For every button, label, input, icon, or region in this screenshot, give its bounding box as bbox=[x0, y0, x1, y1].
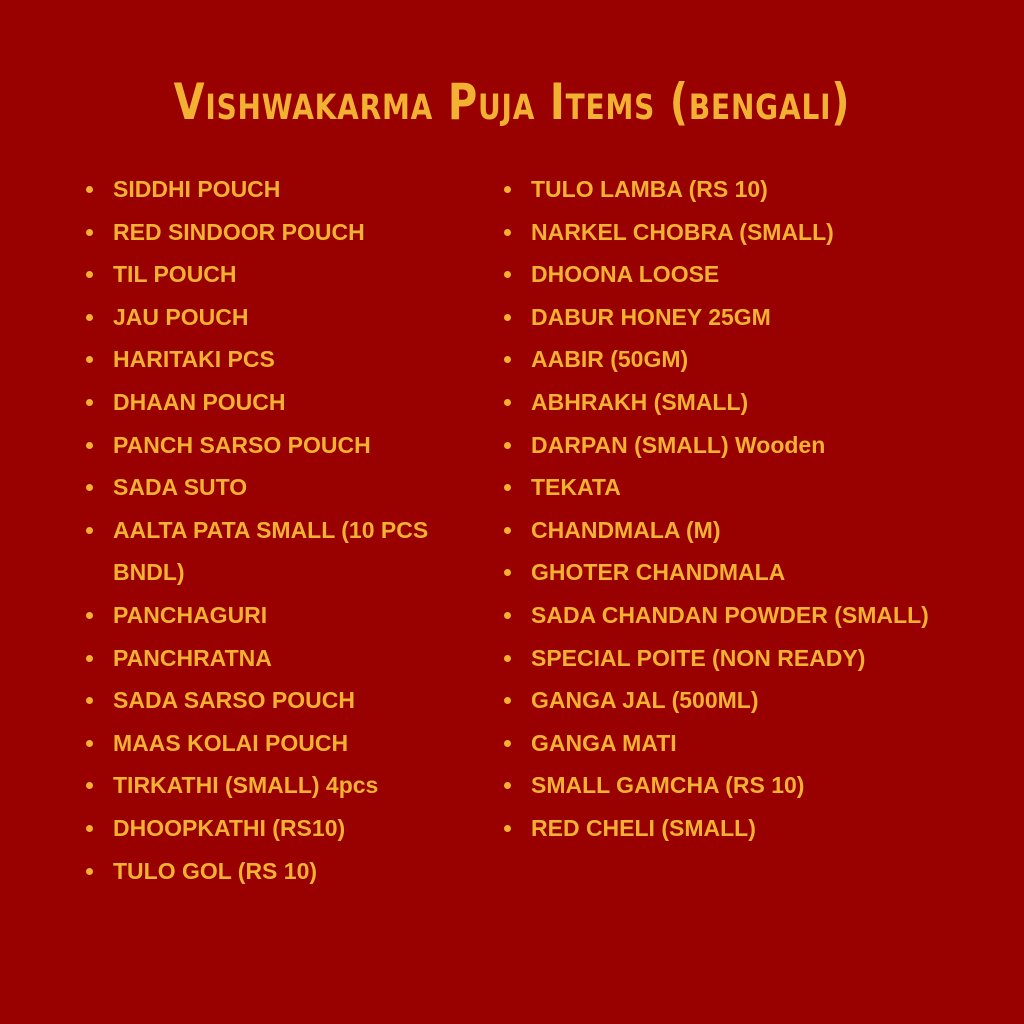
list-item bbox=[86, 637, 466, 680]
bullet-icon bbox=[504, 229, 511, 236]
bullet-icon bbox=[504, 527, 511, 534]
list-item bbox=[504, 551, 974, 594]
list-item bbox=[86, 466, 466, 509]
list-item bbox=[86, 211, 466, 254]
list-item bbox=[504, 594, 974, 637]
list-item bbox=[86, 594, 466, 637]
bullet-icon bbox=[504, 442, 511, 449]
list-item-label: TIRKATHI (SMALL) 4pcs bbox=[113, 772, 379, 799]
list-item-label: SADA CHANDAN POWDER (SMALL) bbox=[531, 601, 929, 628]
list-item bbox=[504, 637, 974, 680]
bullet-icon bbox=[86, 186, 93, 193]
list-item-label: PANCHAGURI bbox=[113, 601, 268, 628]
bullet-icon bbox=[86, 399, 93, 406]
bullet-icon bbox=[86, 442, 93, 449]
list-item-label: SADA SUTO bbox=[113, 474, 248, 501]
list-item bbox=[504, 722, 974, 765]
list-item bbox=[86, 764, 466, 807]
list-item-label: GHOTER CHANDMALA bbox=[531, 559, 786, 586]
list-item-label: TEKATA bbox=[531, 474, 621, 501]
list-item-label: SADA SARSO POUCH bbox=[113, 687, 355, 714]
bullet-icon bbox=[86, 314, 93, 321]
list-item-label: DHOONA LOOSE bbox=[531, 261, 720, 288]
list-item-label: HARITAKI PCS bbox=[113, 346, 275, 373]
item-list-right bbox=[504, 168, 974, 850]
bullet-icon bbox=[86, 782, 93, 789]
bullet-icon bbox=[504, 782, 511, 789]
page-title-text: Vishwakarma Puja Items (bengali) bbox=[173, 73, 851, 131]
list-item bbox=[504, 764, 974, 807]
list-item bbox=[504, 509, 974, 552]
list-item bbox=[504, 338, 974, 381]
bullet-icon bbox=[504, 186, 511, 193]
bullet-icon bbox=[86, 655, 93, 662]
list-item bbox=[86, 807, 466, 850]
list-item bbox=[504, 253, 974, 296]
bullet-icon bbox=[86, 740, 93, 747]
bullet-icon bbox=[504, 655, 511, 662]
list-item-label: PANCH SARSO POUCH bbox=[113, 431, 371, 458]
list-item bbox=[504, 211, 974, 254]
list-item-label: SMALL GAMCHA (RS 10) bbox=[531, 772, 805, 799]
bullet-icon bbox=[86, 527, 93, 534]
list-item bbox=[504, 679, 974, 722]
bullet-icon bbox=[504, 697, 511, 704]
list-item-label: TULO LAMBA (RS 10) bbox=[531, 176, 768, 202]
list-item bbox=[86, 253, 466, 296]
list-item bbox=[504, 296, 974, 339]
bullet-icon bbox=[86, 612, 93, 619]
list-item-label: DARPAN (SMALL) Wooden bbox=[531, 431, 826, 458]
list-item bbox=[86, 509, 466, 594]
list-item-label: MAAS KOLAI POUCH bbox=[113, 729, 349, 756]
list-item bbox=[504, 807, 974, 850]
list-item-label: AALTA PATA SMALL (10 PCS BNDL) bbox=[113, 516, 429, 586]
list-item-label: AABIR (50GM) bbox=[531, 346, 689, 373]
bullet-icon bbox=[86, 271, 93, 278]
list-item-label: SIDDHI POUCH bbox=[113, 176, 281, 202]
list-item-label: DABUR HONEY 25GM bbox=[531, 303, 771, 330]
bullet-icon bbox=[504, 356, 511, 363]
bullet-icon bbox=[504, 612, 511, 619]
list-item-label: PANCHRATNA bbox=[113, 644, 272, 671]
bullet-icon bbox=[86, 697, 93, 704]
list-item bbox=[86, 168, 466, 211]
list-item-label: GANGA JAL (500ML) bbox=[531, 687, 759, 714]
list-item-label: GANGA MATI bbox=[531, 729, 677, 756]
list-item-label: CHANDMALA (M) bbox=[531, 516, 721, 543]
bullet-icon bbox=[504, 569, 511, 576]
list-item-label: ABHRAKH (SMALL) bbox=[531, 388, 749, 415]
list-item-label: NARKEL CHOBRA (SMALL) bbox=[531, 218, 834, 245]
list-item bbox=[86, 296, 466, 339]
list-item bbox=[504, 168, 974, 211]
bullet-icon bbox=[504, 271, 511, 278]
bullet-icon bbox=[504, 740, 511, 747]
item-list-left bbox=[86, 168, 466, 892]
list-item bbox=[86, 679, 466, 722]
bullet-icon bbox=[86, 825, 93, 832]
list-item-label: DHAAN POUCH bbox=[113, 388, 286, 415]
list-item bbox=[504, 466, 974, 509]
list-item bbox=[504, 424, 974, 467]
list-item-label: JAU POUCH bbox=[113, 303, 249, 330]
list-item-label: RED CHELI (SMALL) bbox=[531, 814, 756, 841]
list-item bbox=[86, 850, 466, 893]
list-item bbox=[86, 338, 466, 381]
list-item-label: SPECIAL POITE (NON READY) bbox=[531, 644, 866, 671]
list-item-label: RED SINDOOR POUCH bbox=[113, 218, 365, 245]
bullet-icon bbox=[504, 399, 511, 406]
bullet-icon bbox=[504, 484, 511, 491]
list-item bbox=[86, 424, 466, 467]
bullet-icon bbox=[86, 356, 93, 363]
bullet-icon bbox=[86, 229, 93, 236]
list-item bbox=[86, 722, 466, 765]
list-item-label: DHOOPKATHI (RS10) bbox=[113, 814, 346, 841]
bullet-icon bbox=[504, 314, 511, 321]
list-item bbox=[86, 381, 466, 424]
list-item-label: TULO GOL (RS 10) bbox=[113, 857, 318, 884]
list-item-label: TIL POUCH bbox=[113, 261, 237, 288]
bullet-icon bbox=[86, 484, 93, 491]
list-item bbox=[504, 381, 974, 424]
bullet-icon bbox=[504, 825, 511, 832]
bullet-icon bbox=[86, 868, 93, 875]
page-title bbox=[102, 72, 921, 132]
